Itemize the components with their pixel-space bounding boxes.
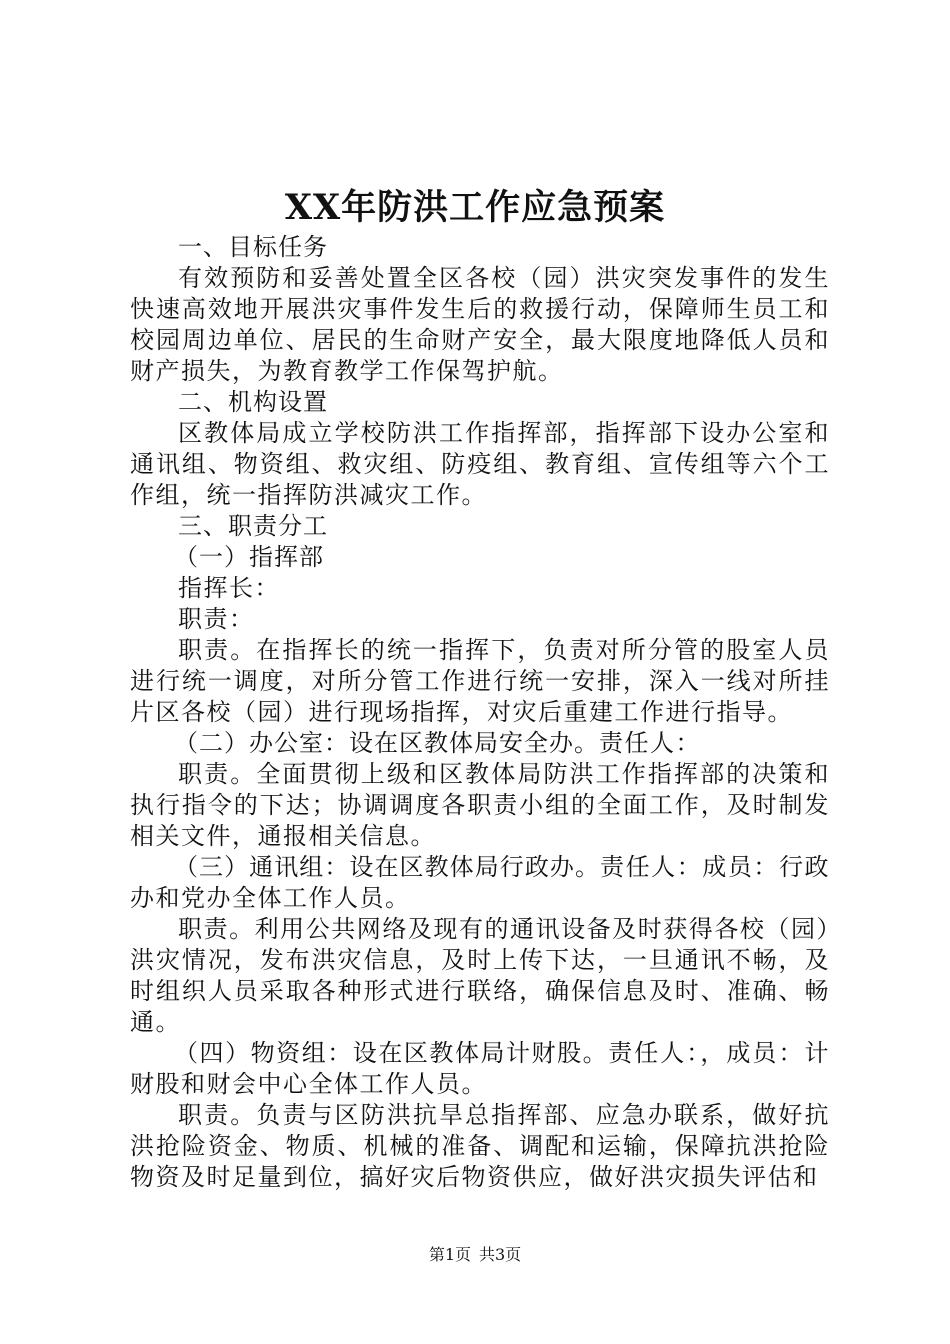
subsection-heading-communication: （三）通讯组：设在区教体局行政办。 [174, 853, 601, 881]
page-footer [0, 1244, 950, 1266]
communication-members: 责任人：成员：行政办和党办全体工作人员。 [130, 853, 831, 912]
subsection-office [130, 728, 830, 759]
paragraph-command-duties: 职责。在指挥长的统一指挥下，负责对所分管的股室人员进行统一调度，对所分管工作进行统一安排，深入一线对所挂片区各校（园）进行现场指挥，对灾后重建工作进行指导。 [130, 636, 830, 726]
section-heading-duties: 三、职责分工 [178, 512, 328, 540]
paragraph-office-duties: 职责。全面贯彻上级和区教体局防洪工作指挥部的决策和执行指令的下达；协调调度各职责小组的全面工作，及时制发相关文件，通报相关信息。 [130, 760, 830, 850]
section-heading-organization: 二、机构设置 [178, 388, 328, 416]
line-commander: 指挥长： [178, 574, 280, 602]
paragraph-organization: 区教体局成立学校防洪工作指挥部，指挥部下设办公室和通讯组、物资组、救灾组、防疫组、教育组、宣传组等六个工作组，统一指挥防洪减灾工作。 [130, 419, 830, 509]
line-duties: 职责： [178, 605, 255, 633]
document-title: XX年防洪工作应急预案 [284, 187, 666, 228]
document-body [130, 232, 830, 1193]
paragraph-goals: 有效预防和妥善处置全区各校（园）洪灾突发事件的发生快速高效地开展洪灾事件发生后的救援行动，保障师生员工和校园周边单位、居民的生命财产安全，最大限度地降低人员和财产损失，为教育教学工作保驾护航。 [130, 264, 830, 385]
office-responsible: 责任人： [599, 729, 701, 757]
subsection-heading-command: （一）指挥部 [174, 543, 324, 571]
supplies-members: 责任人：，成员：计财股和财会中心全体工作人员。 [130, 1039, 831, 1098]
page-total: 共3页 [479, 1245, 522, 1264]
page-number: 第1页 [428, 1245, 471, 1264]
subsection-communication [130, 852, 830, 914]
subsection-supplies [130, 1038, 830, 1100]
subsection-heading-office: （二）办公室：设在区教体局安全办。 [174, 729, 599, 757]
paragraph-communication-duties: 职责。利用公共网络及现有的通讯设备及时获得各校（园）洪灾情况，发布洪灾信息，及时上传下达，一旦通讯不畅，及时组织人员采取各种形式进行联络，确保信息及时、准确、畅通。 [130, 915, 830, 1036]
paragraph-supplies-duties: 职责。负责与区防洪抗旱总指挥部、应急办联系，做好抗洪抢险资金、物质、机械的准备、调配和运输，保障抗洪抢险物资及时足量到位，搞好灾后物资供应，做好洪灾损失评估和 [130, 1101, 830, 1191]
subsection-heading-supplies: （四）物资组：设在区教体局计财股。 [174, 1039, 609, 1067]
section-heading-goals: 一、目标任务 [178, 233, 328, 261]
